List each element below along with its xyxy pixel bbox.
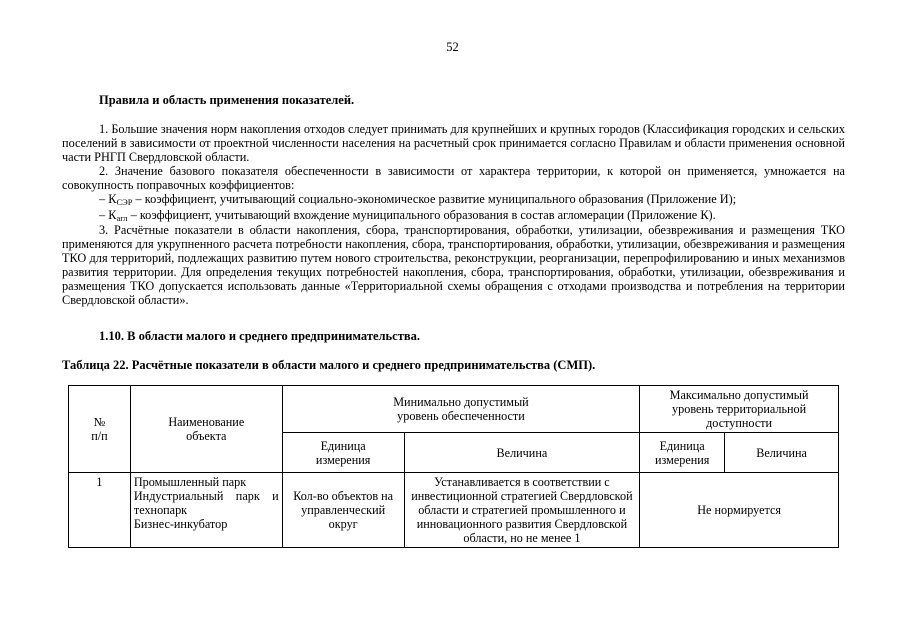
row-value-line2: инвестиционной стратегией Свердловской [411,489,633,503]
row-max-value-cell: Не нормируется [640,473,839,548]
header-number-cell [69,386,131,473]
header-unit2-line1: Единица [659,438,705,453]
header-name-line1: Наименование [168,415,245,429]
row-value-cell [404,473,640,548]
page-number: 52 [446,40,459,54]
header-min-level-line2: уровень обеспеченности [397,409,525,423]
row-unit-cell [282,473,404,548]
header-unit2-cell [640,433,725,473]
row-name-line2: Индустриальный парк и [133,489,279,503]
paragraph-2: 2. Значение базового показателя обеспеченности в зависимости от характера территории, к которой он применяется, умножается на совокупность поправочных коэффициентов: [62,164,845,193]
row-value-line3: области и стратегией промышленного и [418,503,626,517]
paragraph-1: 1. Большие значения норм накопления отходов следует принимать для крупнейших и крупных городов (Классификация городских и сельских поселений в зависимости от проектной численности населения на расчетный срок принимается согласно Правилам и области применения основной части РНГП Свердловской области. [62,122,845,165]
indicators-table [68,385,839,548]
coefficient-agl-item [62,208,845,223]
header-max-access-line3: доступности [706,416,773,430]
coefficient-ser-text: – коэффициент, учитывающий социально-экономическое развитие муниципального образования (Приложение И); [132,192,737,207]
body-text [62,122,845,307]
coefficient-agl-text: – коэффициент, учитывающий вхождение муниципального образования в состав агломерации (Приложение К). [127,207,716,222]
header-unit2-line2: измерения [654,452,710,467]
row-name-line4: Бизнес-инкубатор [133,517,228,531]
header-min-level-line1: Минимально допустимый [393,395,529,409]
row-number-cell: 1 [69,473,131,548]
header-name-cell [130,386,282,473]
row-value-line4: инновационного развития Свердловской [416,517,628,531]
paragraph-3: 3. Расчётные показатели в области накопления, сбора, транспортирования, обработки, утилизации, обезвреживания и размещения ТКО применяются для укрупненного расчета потребности накопления, сбора, транспортирования, обработки, утилизации, обезвреживания и размещения ТКО для территорий, подлежащих развитию путем нового строительства, реконструкции, реорганизации, перепрофилированию и иных механизмов развития территории. Для определения текущих потребностей накопления, сбора, транспортирования, обработки, утилизации, обезвреживания и размещения ТКО допускается использовать данные «Территориальной схемы обращения с отходами производства и потребления на территории Свердловской области». [62,222,845,308]
row-name-cell [130,473,282,548]
row-value-line5: области, но не менее 1 [463,531,581,545]
header-number-line1: № [93,415,106,429]
section-title: Правила и область применения показателей. [99,93,355,107]
row-unit-line1: Кол-во объектов на [293,489,394,503]
coefficient-ser-subscript: СЭР [116,197,133,208]
row-name-line3: технопарк [133,503,188,517]
row-unit-line3: округ [328,517,358,531]
row-unit-line2: управленческий [301,503,386,517]
table-header-row-1 [69,386,839,433]
header-unit-line1: Единица [320,438,366,453]
row-value-line1: Устанавливается в соответствии с [434,475,610,489]
header-min-level-cell [282,386,640,433]
header-name-line2: объекта [186,429,227,443]
header-unit-cell [282,433,404,473]
coefficient-ser-symbol: – К [99,192,117,207]
row-name-line1: Промышленный парк [133,475,247,489]
header-unit-line2: измерения [315,452,371,467]
coefficient-agl-symbol: – К [99,207,117,222]
table-title: Таблица 22. Расчётные показатели в области малого и среднего предпринимательства (СМП). [62,358,596,372]
header-value-cell: Величина [404,433,640,473]
coefficient-ser-item [62,192,845,207]
coefficient-agl-subscript: агл [116,212,128,223]
header-max-access-line1: Максимально допустимый [669,388,809,402]
subsection-title: 1.10. В области малого и среднего предпринимательства. [99,329,420,343]
header-max-access-cell [640,386,839,433]
header-value2-cell: Величина [725,433,839,473]
header-max-access-line2: уровень территориальной [672,402,807,416]
table-row [69,473,839,548]
header-number-line2: п/п [91,429,108,443]
